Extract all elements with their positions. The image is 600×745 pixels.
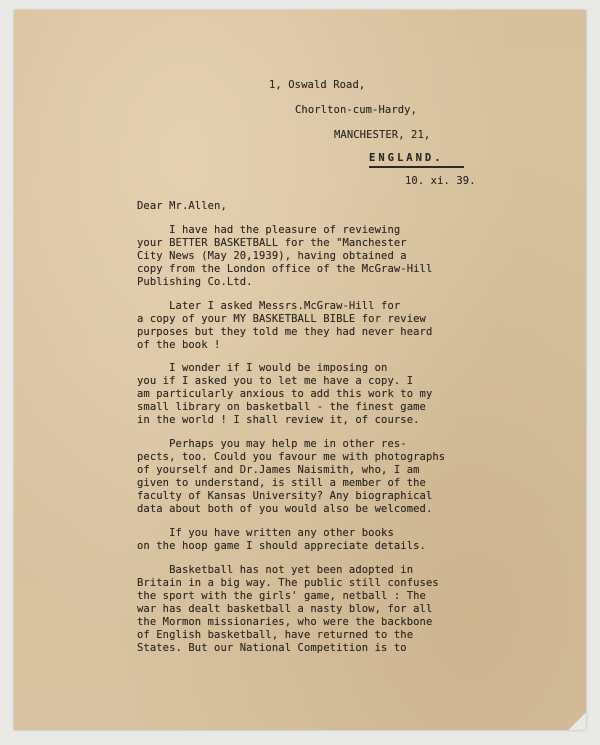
para5-line1: If you have written any other books — [137, 527, 394, 539]
para1-line3: City News (May 20,1939), having obtained a — [137, 250, 407, 262]
para3-line5: in the world ! I shall review it, of course. — [137, 414, 420, 426]
para5-line2: on the hoop game I should appreciate details. — [137, 540, 426, 552]
letter-page — [14, 10, 586, 730]
para6-line6: of English basketball, have returned to the — [137, 629, 414, 641]
para6-line5: the Mormon missionaries, who were the backbone — [137, 616, 433, 628]
para4-line1: Perhaps you may help me in other res- — [137, 438, 407, 450]
para6-line1: Basketball has not yet been adopted in — [137, 564, 414, 576]
para6-line3: the sport with the girls' game, netball : The — [137, 590, 426, 602]
letter-date: 10. xi. 39. — [405, 175, 476, 187]
para1-line4: copy from the London office of the McGraw-Hill — [137, 263, 433, 275]
para1-line1: I have had the pleasure of reviewing — [137, 224, 401, 236]
para3-line2: you if I asked you to let me have a copy. I — [137, 375, 414, 387]
para3-line1: I wonder if I would be imposing on — [137, 362, 388, 374]
para1-line5: Publishing Co.Ltd. — [137, 276, 253, 288]
address-line-2: Chorlton-cum-Hardy, — [295, 104, 418, 116]
address-line-1: 1, Oswald Road, — [269, 79, 366, 91]
para1-line2: your BETTER BASKETBALL for the "Manchester — [137, 237, 407, 249]
para3-line4: small library on basketball - the finest game — [137, 401, 426, 413]
para4-line4: given to understand, is still a member of the — [137, 477, 426, 489]
para4-line3: of yourself and Dr.James Naismith, who, I am — [137, 464, 420, 476]
para2-line2: a copy of your MY BASKETBALL BIBLE for review — [137, 313, 426, 325]
para2-line1: Later I asked Messrs.McGraw-Hill for — [137, 300, 401, 312]
para3-line3: am particularly anxious to add this work to my — [137, 388, 433, 400]
para6-line7: States. But our National Competition is to — [137, 642, 407, 654]
para6-line4: war has dealt basketball a nasty blow, for all — [137, 603, 433, 615]
salutation: Dear Mr.Allen, — [137, 200, 227, 212]
address-line-3: MANCHESTER, 21, — [334, 129, 431, 141]
para2-line4: of the book ! — [137, 339, 221, 351]
para2-line3: purposes but they told me they had never heard — [137, 326, 433, 338]
para4-line2: pects, too. Could you favour me with photographs — [137, 451, 446, 463]
para6-line2: Britain in a big way. The public still confuses — [137, 577, 439, 589]
address-line-4: ENGLAND. — [369, 152, 444, 164]
para4-line6: data about both of you would also be welcomed. — [137, 503, 433, 515]
country-underline — [369, 166, 464, 168]
para4-line5: faculty of Kansas University? Any biographical — [137, 490, 433, 502]
